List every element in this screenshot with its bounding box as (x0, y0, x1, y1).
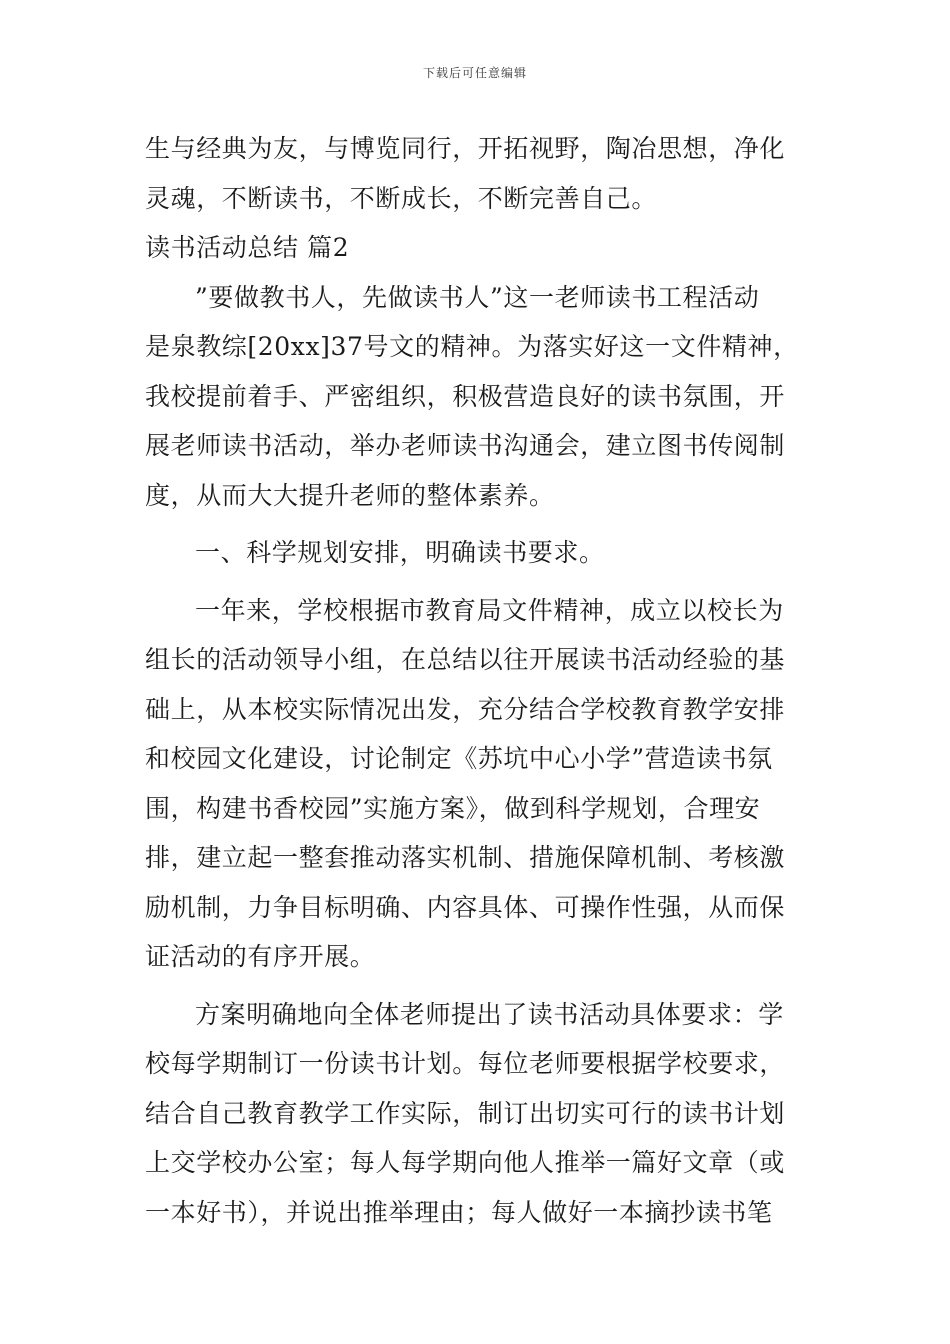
text-line: 一年来，学校根据市教育局文件精神，成立以校长为 (195, 595, 784, 625)
text-line: 组长的活动领导小组，在总结以往开展读书活动经验的基 (145, 645, 786, 674)
text-line: 励机制，力争目标明确、内容具体、可操作性强，从而保 (145, 892, 786, 922)
text-line: 一本好书），并说出推举理由；每人做好一本摘抄读书笔 (145, 1197, 773, 1227)
text-line: 校每学期制订一份读书计划。每位老师要根据学校要求， (145, 1049, 786, 1078)
text-line: 上交学校办公室；每人每学期向他人推举一篇好文章（或 (145, 1148, 786, 1177)
paragraph-gap (145, 520, 809, 528)
text-line: 结合自己教育教学工作实际，制订出切实可行的读书计划 (145, 1098, 786, 1128)
document-body (145, 124, 809, 1237)
text-line: 展老师读书活动，举办老师读书沟通会，建立图书传阅制 (145, 431, 786, 460)
text-line: 是泉教综[20xx]37号文的精神。为落实好这一文件精神， (145, 332, 799, 361)
text-line: 一、科学规划安排，明确读书要求。 (195, 538, 605, 567)
text-line: 生与经典为友，与博览同行，开拓视野，陶冶思想，净化 (145, 134, 786, 163)
text-line: 我校提前着手、严密组织，积极营造良好的读书氛围，开 (145, 381, 786, 411)
text-line: 灵魂，不断读书，不断成长，不断完善自己。 (145, 183, 658, 213)
text-line: 排，建立起一整套推动落实机制、措施保障机制、考核激 (145, 843, 786, 872)
text-line: 围，构建书香校园”实施方案》，做到科学规划，合理安 (145, 793, 761, 823)
text-line: 础上，从本校实际情况出发，充分结合学校教育教学安排 (145, 694, 786, 724)
text-line: 和校园文化建设，讨论制定《苏坑中心小学”营造读书氛 (145, 744, 773, 773)
text-line: 证活动的有序开展。 (145, 942, 376, 971)
paragraph-gap (145, 982, 809, 990)
text-line: 度，从而大大提升老师的整体素养。 (145, 480, 555, 510)
text-line: 方案明确地向全体老师提出了读书活动具体要求：学 (195, 999, 784, 1029)
text-line: ”要做教书人，先做读书人”这一老师读书工程活动 (195, 282, 760, 312)
paragraph-gap (145, 578, 809, 586)
text-line: 读书活动总结 篇2 (145, 233, 350, 262)
page-header: 下载后可任意编辑 (422, 66, 527, 80)
